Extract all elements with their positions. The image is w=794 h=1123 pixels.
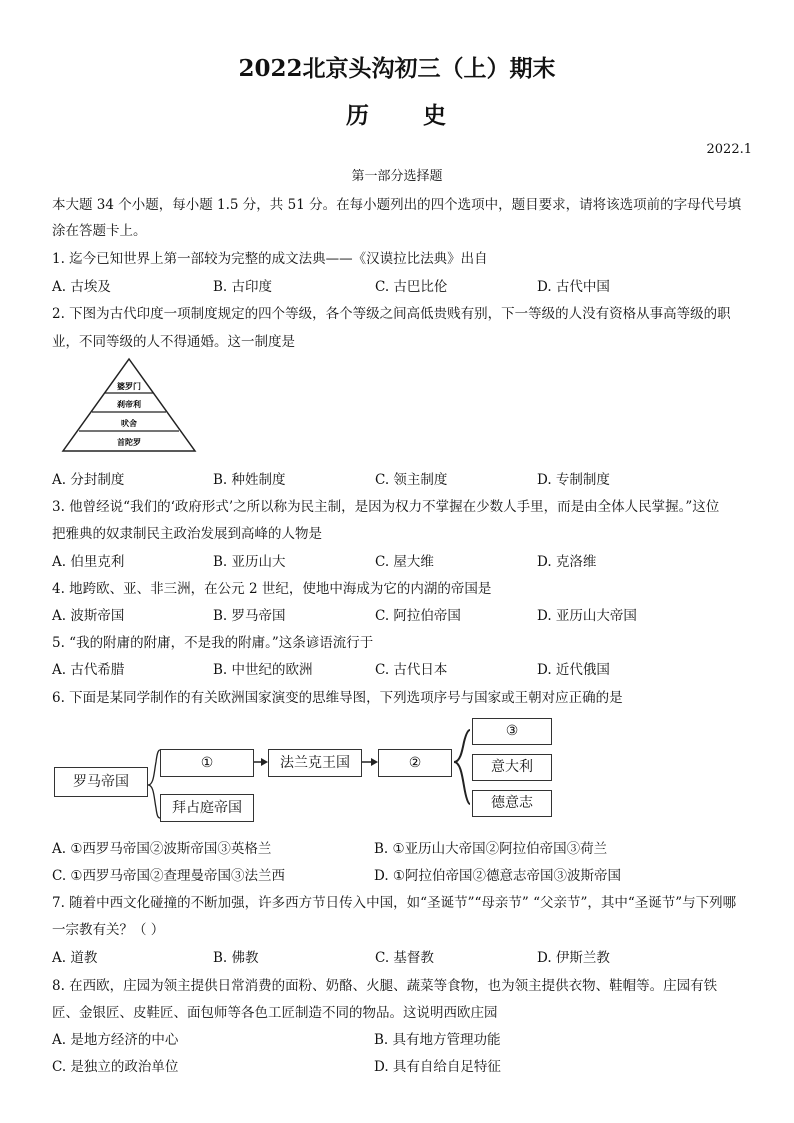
q4-option-a[interactable]: A. 波斯帝国 (52, 608, 125, 624)
q7-option-b[interactable]: B. 佛教 (213, 950, 259, 966)
q6-option-a[interactable]: A. ①西罗马帝国②波斯帝国③英格兰 (52, 841, 272, 857)
page-title: 2022北京头沟初三（上）期末 (238, 55, 556, 82)
mindmap-root-node: 罗马帝国 (54, 767, 148, 797)
q5-option-c[interactable]: C. 古代日本 (375, 662, 448, 678)
pyramid-level-2: 刹帝利 (117, 400, 141, 409)
q3-option-c[interactable]: C. 屋大维 (375, 554, 434, 570)
pyramid-level-3: 吠舍 (121, 419, 137, 428)
question-5-stem: 5. “我的附庸的附庸，不是我的附庸。”这条谚语流行于 (52, 635, 374, 651)
q4-option-b[interactable]: B. 罗马帝国 (213, 608, 286, 624)
pyramid-level-4: 首陀罗 (117, 438, 141, 447)
q2-option-c[interactable]: C. 领主制度 (375, 472, 448, 488)
section-heading: 第一部分选择题 (351, 169, 443, 184)
mindmap-node-2: ② (378, 749, 452, 777)
q6-option-c[interactable]: C. ①西罗马帝国②查理曼帝国③法兰西 (52, 868, 286, 884)
brace-upper (148, 750, 160, 785)
mindmap-node-1: ① (160, 749, 254, 777)
q7-option-a[interactable]: A. 道教 (52, 950, 98, 966)
question-8-stem-line-2: 匠、金银匠、皮鞋匠、面包师等各色工匠制造不同的物品。这说明西欧庄园 (52, 1005, 498, 1021)
right-brace-lower (454, 762, 470, 804)
q5-option-d[interactable]: D. 近代俄国 (537, 662, 610, 678)
brace-lower (148, 785, 160, 818)
q1-option-d[interactable]: D. 古代中国 (537, 279, 610, 295)
question-8-stem-line-1: 8. 在西欧，庄园为领主提供日常消费的面粉、奶酪、火腿、蔬菜等食物，也为领主提供衣物、鞋帽等。庄园有铁 (52, 978, 718, 994)
q7-option-d[interactable]: D. 伊斯兰教 (537, 950, 610, 966)
q8-option-a[interactable]: A. 是地方经济的中心 (52, 1032, 179, 1048)
question-3-stem-line-1: 3. 他曾经说“我们的‘政府形式’之所以称为民主制，是因为权力不掌握在少数人手里，而是由全体人民掌握。”这位 (52, 499, 720, 515)
mindmap-node-frankish: 法兰克王国 (268, 749, 362, 777)
q8-option-c[interactable]: C. 是独立的政治单位 (52, 1059, 179, 1075)
question-7-stem-line-2: 一宗教有关？（ ） (52, 922, 165, 938)
arrow-2-head (371, 758, 378, 766)
q1-option-c[interactable]: C. 古巴比伦 (375, 279, 448, 295)
q3-option-d[interactable]: D. 克洛维 (537, 554, 597, 570)
instructions-line-1: 本大题 34 个小题，每小题 1.5 分，共 51 分。在每小题列出的四个选项中，题目要求，请将该选项前的字母代号填 (52, 197, 742, 213)
q1-option-a[interactable]: A. 古埃及 (52, 279, 111, 295)
pyramid-level-1: 婆罗门 (117, 382, 141, 391)
q2-option-a[interactable]: A. 分封制度 (52, 472, 125, 488)
q8-option-d[interactable]: D. 具有自给自足特征 (374, 1059, 501, 1075)
q5-option-a[interactable]: A. 古代希腊 (52, 662, 125, 678)
q6-option-b[interactable]: B. ①亚历山大帝国②阿拉伯帝国③荷兰 (374, 841, 608, 857)
instructions-line-2: 涂在答题卡上。 (52, 223, 147, 239)
q7-option-c[interactable]: C. 基督教 (375, 950, 434, 966)
exam-date: 2022.1 (706, 142, 752, 157)
question-7-stem-line-1: 7. 随着中西文化碰撞的不断加强，许多西方节日传入中国，如“圣诞节”“母亲节” “父亲节”，其中“圣诞节”与下列哪 (52, 895, 737, 911)
q4-option-d[interactable]: D. 亚历山大帝国 (537, 608, 637, 624)
q4-option-c[interactable]: C. 阿拉伯帝国 (375, 608, 461, 624)
arrow-1-head (261, 758, 268, 766)
mindmap-node-3: ③ (472, 718, 552, 745)
q5-option-b[interactable]: B. 中世纪的欧洲 (213, 662, 313, 678)
q3-option-b[interactable]: B. 亚历山大 (213, 554, 286, 570)
mindmap-node-byzantine: 拜占庭帝国 (160, 794, 254, 822)
q2-option-b[interactable]: B. 种姓制度 (213, 472, 286, 488)
question-2-stem-line-1: 2. 下图为古代印度一项制度规定的四个等级，各个等级之间高低贵贱有别，下一等级的人没有资格从事高等级的职 (52, 306, 731, 322)
question-4-stem: 4. 地跨欧、亚、非三洲，在公元 2 世纪，使地中海成为它的内湖的帝国是 (52, 581, 492, 597)
subject-char-1: 历 (346, 102, 371, 129)
right-brace-upper (454, 730, 470, 762)
question-3-stem-line-2: 把雅典的奴隶制民主政治发展到高峰的人物是 (52, 526, 322, 542)
question-6-stem: 6. 下面是某同学制作的有关欧洲国家演变的思维导图，下列选项序号与国家或王朝对应正确的是 (52, 690, 623, 706)
q2-option-d[interactable]: D. 专制制度 (537, 472, 610, 488)
caste-pyramid-figure (60, 356, 200, 456)
q8-option-b[interactable]: B. 具有地方管理功能 (374, 1032, 501, 1048)
mindmap-node-germany: 德意志 (472, 790, 552, 817)
q1-option-b[interactable]: B. 古印度 (213, 279, 273, 295)
subject-char-2: 史 (423, 102, 448, 129)
mindmap-node-italy: 意大利 (472, 754, 552, 781)
q6-option-d[interactable]: D. ①阿拉伯帝国②德意志帝国③波斯帝国 (374, 868, 622, 884)
question-1-stem: 1. 迄今已知世界上第一部较为完整的成文法典——《汉谟拉比法典》出自 (52, 251, 488, 267)
q3-option-a[interactable]: A. 伯里克利 (52, 554, 125, 570)
question-2-stem-line-2: 业，不同等级的人不得通婚。这一制度是 (52, 334, 295, 350)
subject-title (0, 97, 794, 130)
